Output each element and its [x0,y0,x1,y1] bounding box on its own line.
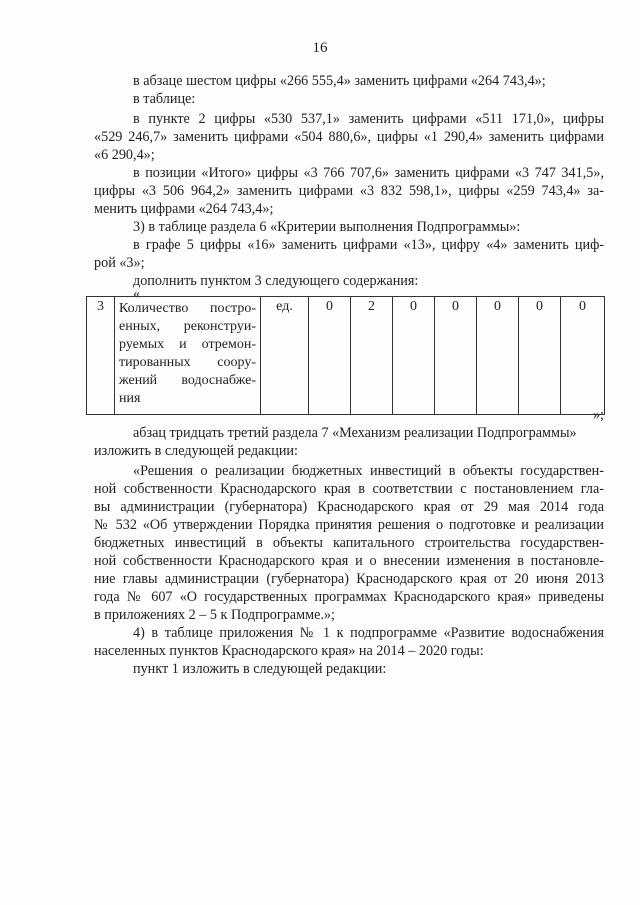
paragraph-line: дополнить пунктом 3 следующего содержания: [133,273,419,289]
value-cell: 0 [561,297,605,409]
opening-quote: « [133,286,141,302]
paragraph-line: менить цифрами «264 743,4»; [94,201,274,217]
criteria-table [86,296,605,415]
paragraph-line: пункт 1 изложить в следующей редакции: [133,661,387,677]
paragraph-line: в таблице: [133,91,196,107]
paragraph-line: абзац тридцать третий раздела 7 «Механизм реализации Подпрограммы» [133,425,577,441]
value-cell: 0 [435,297,477,409]
value-cell: 0 [519,297,561,409]
paragraph-line: ние главы администрации (губернатора) Краснодарского края от 20 июня 2013 [94,571,604,587]
paragraph-line: в позиции «Итого» цифры «3 766 707,6» заменить цифрами «3 747 341,5», [133,165,604,181]
paragraph-line: рой «3»; [94,255,145,271]
row-number: 3 [87,297,115,409]
indicator-name-line: тированных соору- [119,355,256,370]
table-row [87,297,605,409]
paragraph-line: 3) в таблице раздела 6 «Критерии выполнения Подпрограммы»: [133,219,521,235]
paragraph-line: цифры «3 506 964,2» заменить цифрами «3 832 598,1», цифры «259 743,4» за- [94,183,604,199]
paragraph-line: ной собственности Краснодарского края и о внесении изменения в постановле- [94,553,604,569]
paragraph-line: ной собственности Краснодарского края в соответствии с постановлением гла- [94,481,604,497]
paragraph-line: № 532 «Об утверждении Порядка принятия решения о подготовке и реализации [94,517,604,533]
paragraph-line: бюджетных инвестиций в объекты капитального строительства государствен- [94,535,604,551]
closing-quote: »; [592,407,604,423]
paragraph-line: в пункте 2 цифры «530 537,1» заменить цифрами «511 171,0», цифры [133,111,604,127]
unit-cell: ед. [261,297,309,409]
paragraph-line: «Решения о реализации бюджетных инвестиций в объекты государствен- [133,463,604,479]
paragraph-line: изложить в следующей редакции: [94,443,298,459]
indicator-name-line: ния [119,391,141,406]
paragraph-line: в графе 5 цифры «16» заменить цифрами «13», цифру «4» заменить циф- [133,237,604,253]
indicator-name-line: руемых и отремон- [119,337,256,352]
indicator-name [115,297,261,409]
paragraph-line: населенных пунктов Краснодарского края» на 2014 – 2020 годы: [94,643,484,659]
paragraph-line: «529 246,7» заменить цифрами «504 880,6», цифры «1 290,4» заменить цифрами [94,129,604,145]
paragraph-line: в абзаце шестом цифры «266 555,4» заменить цифрами «264 743,4»; [133,73,546,89]
value-cell: 0 [309,297,351,409]
page-number: 16 [312,40,328,56]
paragraph-line: в приложениях 2 – 5 к Подпрограмме.»; [94,607,335,623]
indicator-name-line: жений водоснабже- [119,373,256,388]
value-cell: 0 [477,297,519,409]
paragraph-line: «6 290,4»; [94,147,155,163]
value-cell: 0 [393,297,435,409]
indicator-name-line: Количество постро- [119,301,256,316]
paragraph-line: вы администрации (губернатора) Краснодарского края от 29 мая 2014 года [94,499,604,515]
indicator-name-line: енных, реконструи- [119,319,256,334]
value-cell: 2 [351,297,393,409]
paragraph-line: 4) в таблице приложения № 1 к подпрограмме «Развитие водоснабжения [133,625,604,641]
paragraph-line: года № 607 «О государственных программах Краснодарского края» приведены [94,589,604,605]
